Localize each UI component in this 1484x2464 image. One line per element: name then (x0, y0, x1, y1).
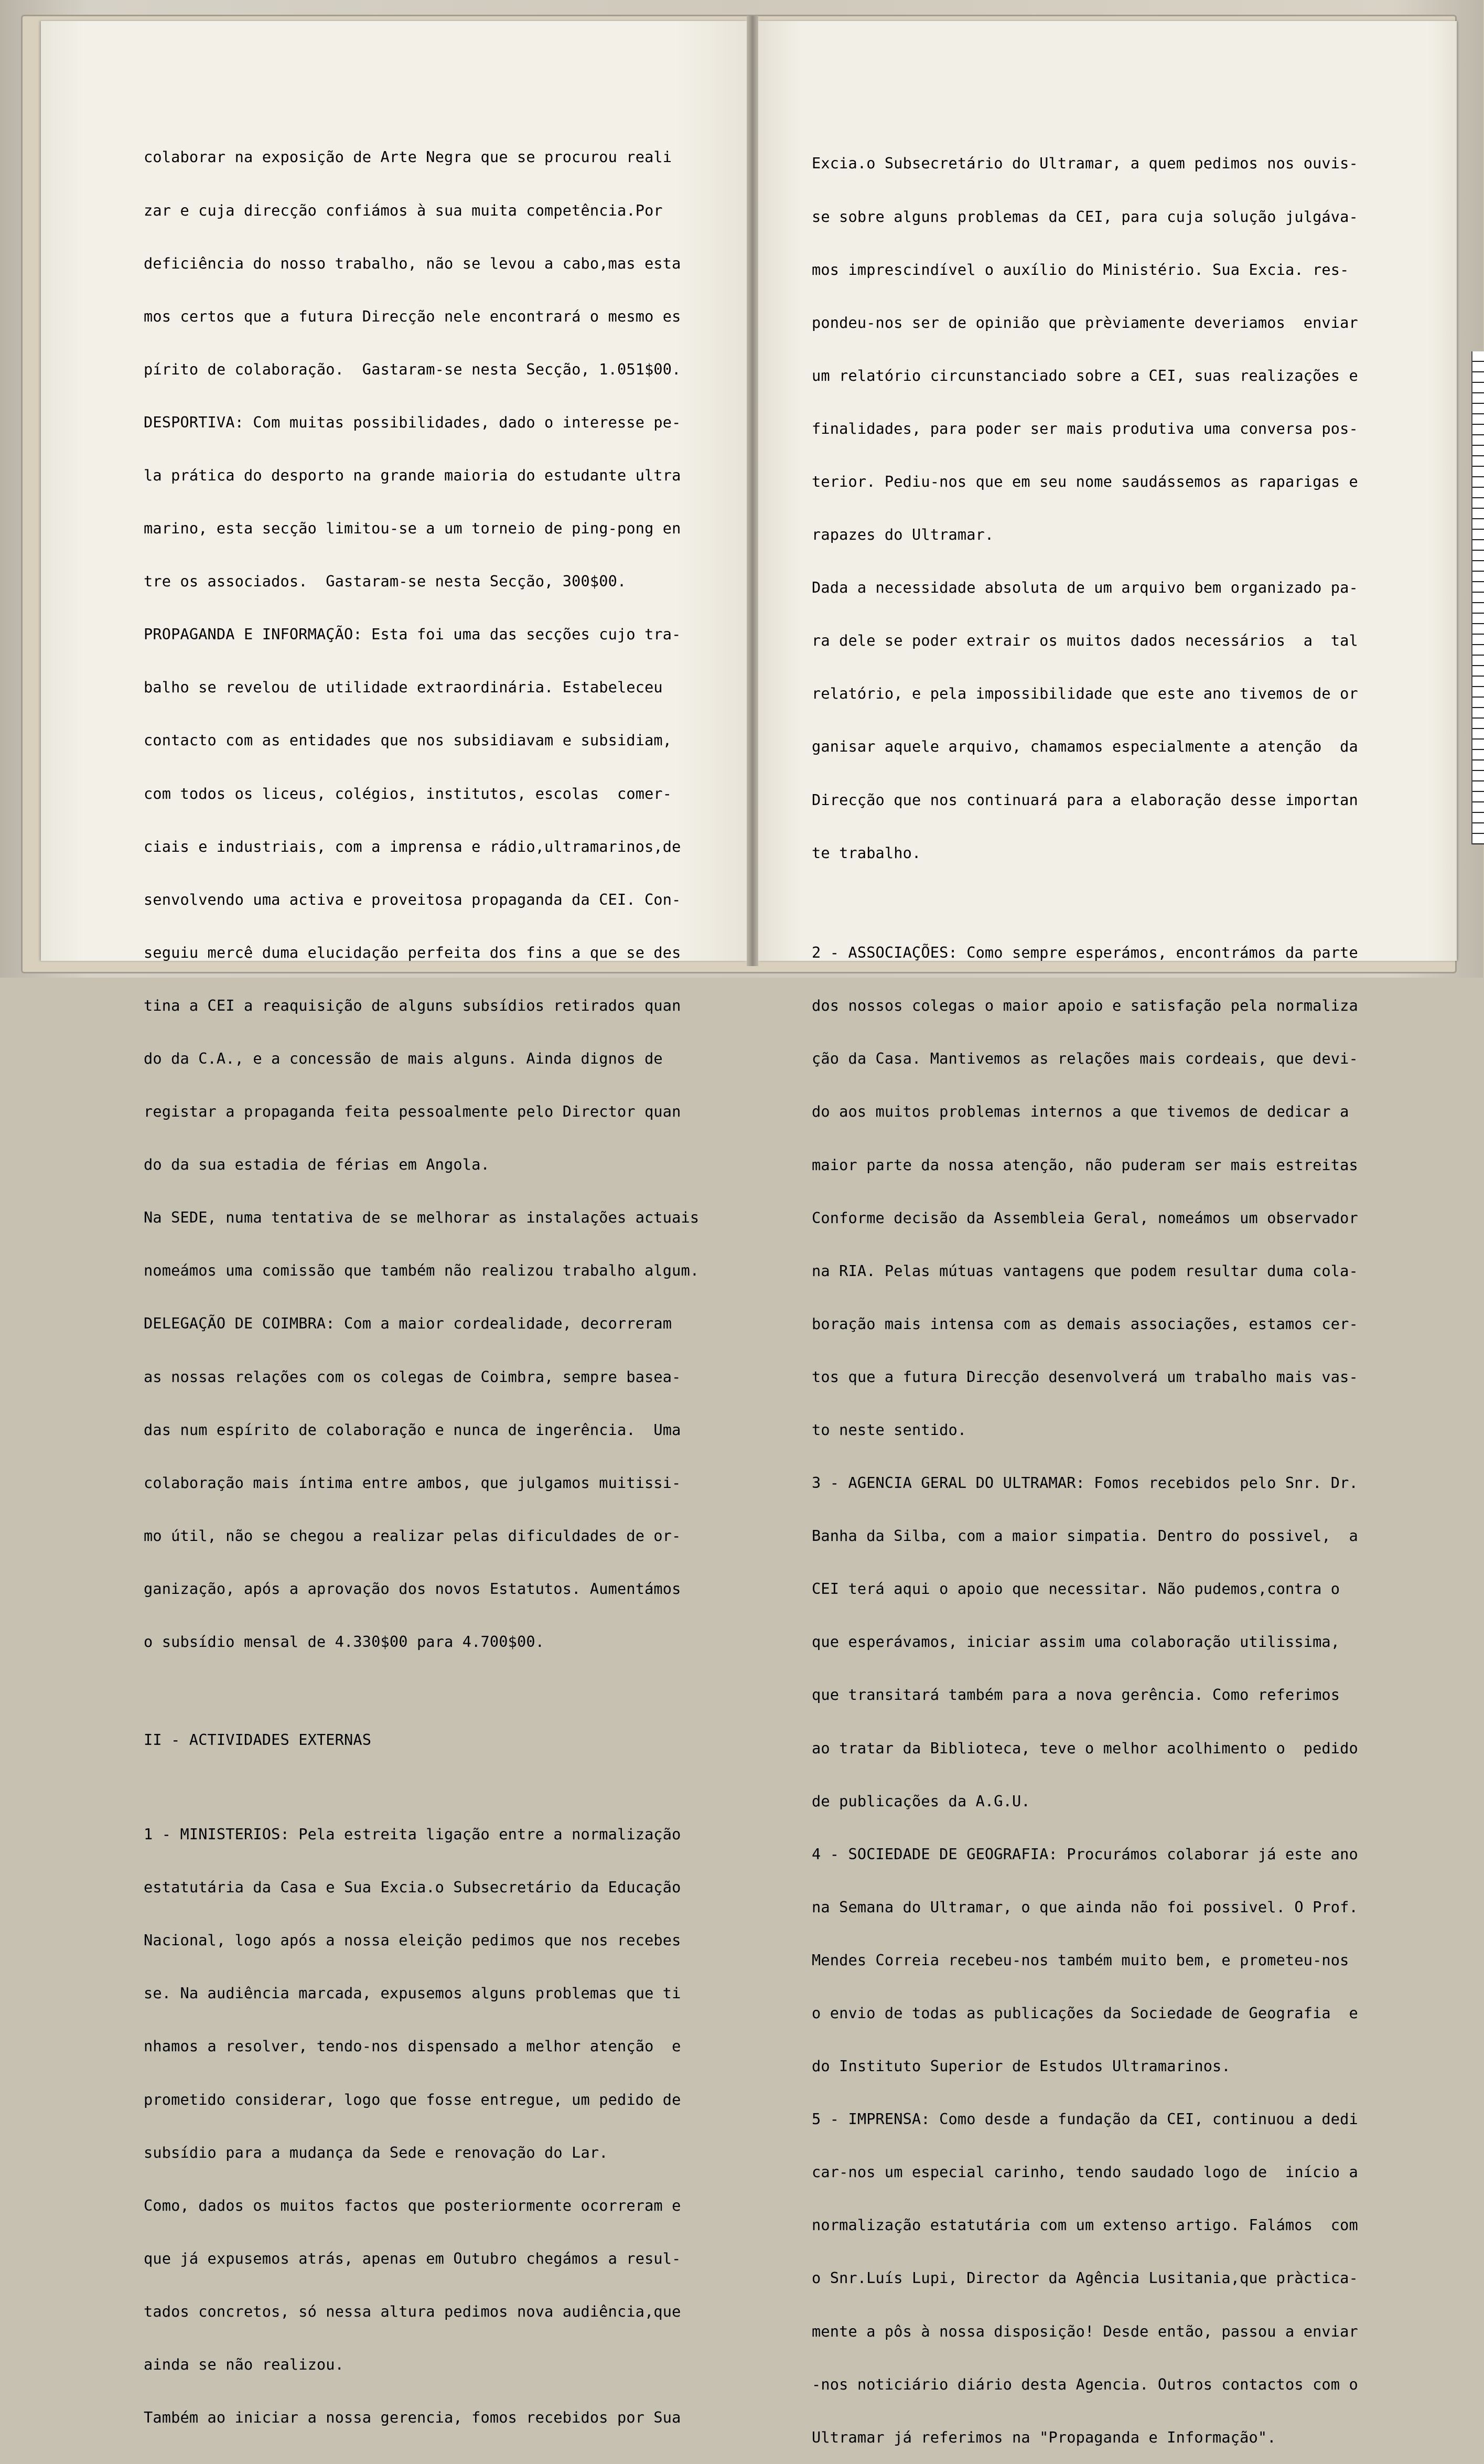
text-line: Excia.o Subsecretário do Ultramar, a quem pedimos nos ouvis- (812, 154, 1358, 173)
left-page-text (144, 113, 699, 2444)
text-line: marino, esta secção limitou-se a um torneio de ping-pong en (144, 519, 681, 538)
text-line: na Semana do Ultramar, o que ainda não foi possivel. O Prof. (812, 1898, 1358, 1916)
text-line: ainda se não realizou. (144, 2355, 345, 2373)
scale-ruler (1471, 351, 1484, 844)
text-line: prometido considerar, logo que fosse entregue, um pedido de (144, 2090, 681, 2108)
text-line: to neste sentido. (812, 1420, 967, 1439)
text-line: do aos muitos problemas internos a que tivemos de dedicar a (812, 1102, 1349, 1121)
text-line: Também ao iniciar a nossa gerencia, fomos recebidos por Sua (144, 2408, 681, 2427)
text-line: ao tratar da Biblioteca, teve o melhor acolhimento o pedido (812, 1739, 1358, 1757)
text-line: mos certos que a futura Direcção nele encontrará o mesmo es (144, 307, 681, 325)
text-line: mo útil, não se chegou a realizar pelas dificuldades de or- (144, 1526, 681, 1545)
text-line: rapazes do Ultramar. (812, 526, 994, 544)
text-line: 2 - ASSOCIAÇÕES: Como sempre esperámos, encontrámos da parte (812, 944, 1358, 962)
text-line: balho se revelou de utilidade extraordinária. Estabeleceu (144, 678, 663, 697)
text-line: o subsídio mensal de 4.330$00 para 4.700$00. (144, 1633, 545, 1651)
text-line: do da C.A., e a concessão de mais alguns. Ainda dignos de (144, 1049, 663, 1067)
text-line: do da sua estadia de férias em Angola. (144, 1155, 490, 1174)
text-line: seguiu mercê duma elucidação perfeita dos fins a que se des (144, 943, 681, 961)
text-line: zar e cuja direcção confiámos à sua muita competência.Por (144, 201, 663, 219)
text-line: o envio de todas as publicações da Sociedade de Geografia e (812, 2004, 1358, 2022)
text-line: de publicações da A.G.U. (812, 1792, 1030, 1810)
text-line: relatório, e pela impossibilidade que este ano tivemos de or (812, 684, 1358, 703)
text-line: ra dele se poder extrair os muitos dados necessários a tal (812, 631, 1358, 650)
text-line: na RIA. Pelas mútuas vantagens que podem resultar duma cola- (812, 1261, 1358, 1280)
text-line: PROPAGANDA E INFORMAÇÃO: Esta foi uma das secções cujo tra- (144, 625, 681, 644)
text-line: tos que a futura Direcção desenvolverá um trabalho mais vas- (812, 1367, 1358, 1386)
text-line: se sobre alguns problemas da CEI, para cuja solução julgáva- (812, 207, 1358, 226)
text-line: ciais e industriais, com a imprensa e rádio,ultramarinos,de (144, 837, 681, 855)
text-line: -nos noticiário diário desta Agencia. Outros contactos com o (812, 2375, 1358, 2393)
text-line: com todos os liceus, colégios, institutos, escolas comer- (144, 784, 672, 802)
text-line: dos nossos colegas o maior apoio e satisfação pela normaliza (812, 997, 1358, 1015)
book-gutter (747, 16, 758, 966)
text-line: terior. Pediu-nos que em seu nome saudássemos as raparigas e (812, 472, 1358, 490)
text-line: maior parte da nossa atenção, não puderam ser mais estreitas (812, 1155, 1358, 1174)
text-line: nomeámos uma comissão que também não realizou trabalho algum. (144, 1261, 700, 1280)
text-line: senvolvendo uma activa e proveitosa propaganda da CEI. Con- (144, 890, 681, 908)
text-line: car-nos um especial carinho, tendo saudado logo de início a (812, 2163, 1358, 2181)
text-line: 3 - AGENCIA GERAL DO ULTRAMAR: Fomos recebidos pelo Snr. Dr. (812, 1474, 1358, 1492)
text-line: tados concretos, só nessa altura pedimos nova audiência,que (144, 2302, 681, 2320)
text-line: deficiência do nosso trabalho, não se levou a cabo,mas esta (144, 254, 681, 272)
text-line: Como, dados os muitos factos que posteriormente ocorreram e (144, 2196, 681, 2214)
text-line: das num espírito de colaboração e nunca de ingerência. Uma (144, 1420, 681, 1439)
text-line: se. Na audiência marcada, expusemos alguns problemas que ti (144, 1984, 681, 2002)
text-line: do Instituto Superior de Estudos Ultramarinos. (812, 2057, 1231, 2075)
text-line: subsídio para a mudança da Sede e renovação do Lar. (144, 2143, 608, 2161)
text-line: colaboração mais íntima entre ambos, que julgamos muitissi- (144, 1473, 681, 1492)
text-line: DESPORTIVA: Com muitas possibilidades, dado o interesse pe- (144, 413, 681, 431)
text-line: DELEGAÇÃO DE COIMBRA: Com a maior cordealidade, decorreram (144, 1314, 672, 1333)
text-line: contacto com as entidades que nos subsidiavam e subsidiam, (144, 731, 672, 749)
section-heading: II - ACTIVIDADES EXTERNAS (144, 1730, 372, 1749)
right-page-text (812, 120, 1358, 2464)
text-line: que transitará também para a nova gerência. Como referimos (812, 1686, 1340, 1704)
text-line: 4 - SOCIEDADE DE GEOGRAFIA: Procurámos colaborar já este ano (812, 1845, 1358, 1863)
text-line: boração mais intensa com as demais associações, estamos cer- (812, 1314, 1358, 1333)
text-line: nhamos a resolver, tendo-nos dispensado a melhor atenção e (144, 2037, 681, 2055)
text-line: normalização estatutária com um extenso artigo. Falámos com (812, 2216, 1358, 2234)
text-line: Nacional, logo após a nossa eleição pedimos que nos recebes (144, 1931, 681, 1949)
text-line: 1 - MINISTERIOS: Pela estreita ligação entre a normalização (144, 1825, 681, 1844)
text-line: Conforme decisão da Assembleia Geral, nomeámos um observador (812, 1208, 1358, 1227)
text-line: ção da Casa. Mantivemos as relações mais cordeais, que devi- (812, 1049, 1358, 1068)
text-line: Dada a necessidade absoluta de um arquivo bem organizado pa- (812, 578, 1358, 597)
text-line: Ultramar já referimos na "Propaganda e Informação". (812, 2428, 1276, 2446)
text-line: estatutária da Casa e Sua Excia.o Subsecretário da Educação (144, 1878, 681, 1897)
text-line: Mendes Correia recebeu-nos também muito bem, e prometeu-nos (812, 1951, 1349, 1969)
text-line: ganização, após a aprovação dos novos Estatutos. Aumentámos (144, 1579, 681, 1598)
text-line: mente a pôs à nossa disposição! Desde então, passou a enviar (812, 2322, 1358, 2340)
text-line: um relatório circunstanciado sobre a CEI, suas realizações e (812, 366, 1358, 384)
text-line: o Snr.Luís Lupi, Director da Agência Lusitania,que pràctica- (812, 2269, 1358, 2287)
text-line: que já expusemos atrás, apenas em Outubro chegámos a resul- (144, 2249, 681, 2267)
text-line: Banha da Silba, com a maior simpatia. Dentro do possivel, a (812, 1527, 1358, 1545)
text-line: mos imprescindível o auxílio do Ministério. Sua Excia. res- (812, 260, 1349, 278)
text-line: tre os associados. Gastaram-se nesta Secção, 300$00. (144, 572, 627, 591)
text-line: CEI terá aqui o apoio que necessitar. Não pudemos,contra o (812, 1580, 1340, 1598)
text-line: colaborar na exposição de Arte Negra que se procurou reali (144, 148, 672, 166)
text-line: 5 - IMPRENSA: Como desde a fundação da CEI, continuou a dedi (812, 2110, 1358, 2128)
text-line: tina a CEI a reaquisição de alguns subsídios retirados quan (144, 996, 681, 1014)
text-line: la prática do desporto na grande maioria do estudante ultra (144, 466, 681, 484)
text-line: pírito de colaboração. Gastaram-se nesta Secção, 1.051$00. (144, 360, 681, 378)
text-line: Direcção que nos continuará para a elaboração desse importan (812, 790, 1358, 809)
text-line: as nossas relações com os colegas de Coimbra, sempre basea- (144, 1367, 681, 1386)
text-line: registar a propaganda feita pessoalmente pelo Director quan (144, 1102, 681, 1121)
text-line: finalidades, para poder ser mais produtiva uma conversa pos- (812, 419, 1358, 437)
text-line: te trabalho. (812, 843, 921, 862)
text-line: ganisar aquele arquivo, chamamos especialmente a atenção da (812, 737, 1358, 756)
text-line: que esperávamos, iniciar assim uma colaboração utilissima, (812, 1633, 1340, 1651)
text-line: Na SEDE, numa tentativa de se melhorar as instalações actuais (144, 1208, 700, 1227)
text-line: pondeu-nos ser de opinião que prèviamente deveriamos enviar (812, 313, 1358, 331)
